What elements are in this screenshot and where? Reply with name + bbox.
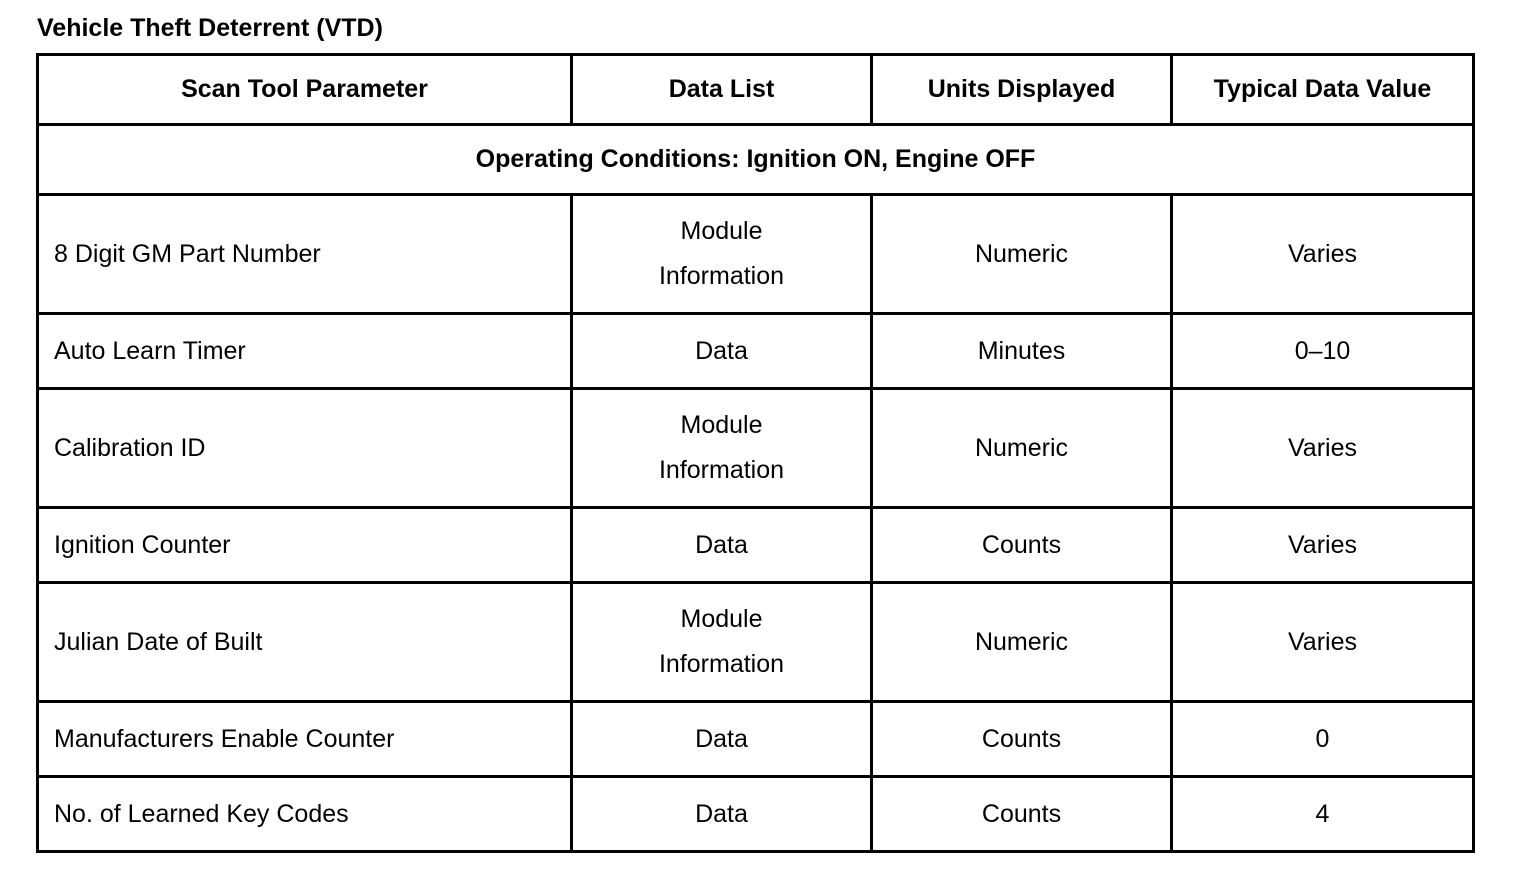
table-row (38, 195, 1474, 314)
cell-typical-value: 4 (1172, 777, 1474, 852)
table-row (38, 389, 1474, 508)
operating-conditions-row (38, 125, 1474, 195)
header-data-list: Data List (572, 55, 872, 125)
cell-parameter: Calibration ID (38, 389, 572, 508)
data-list-text: Module Information (658, 605, 785, 678)
data-list-text: Module Information (658, 217, 785, 290)
cell-data-list (572, 195, 872, 314)
table-row (38, 508, 1474, 583)
table-row (38, 702, 1474, 777)
cell-units: Counts (872, 508, 1172, 583)
cell-units: Numeric (872, 389, 1172, 508)
cell-data-list (572, 702, 872, 777)
cell-typical-value: Varies (1172, 195, 1474, 314)
cell-parameter: No. of Learned Key Codes (38, 777, 572, 852)
cell-typical-value: Varies (1172, 389, 1474, 508)
header-units-displayed: Units Displayed (872, 55, 1172, 125)
document-title: Vehicle Theft Deterrent (VTD) (37, 14, 383, 42)
cell-typical-value: 0–10 (1172, 314, 1474, 389)
data-list-text: Data (695, 336, 748, 365)
vtd-parameter-table (36, 53, 1475, 853)
table-row (38, 314, 1474, 389)
cell-data-list (572, 389, 872, 508)
table-row (38, 583, 1474, 702)
data-list-text: Data (695, 799, 748, 828)
table-header-row (38, 55, 1474, 125)
operating-conditions: Operating Conditions: Ignition ON, Engine OFF (38, 125, 1474, 195)
cell-data-list (572, 508, 872, 583)
cell-units: Minutes (872, 314, 1172, 389)
cell-units: Counts (872, 777, 1172, 852)
cell-data-list (572, 583, 872, 702)
cell-parameter: 8 Digit GM Part Number (38, 195, 572, 314)
cell-parameter: Julian Date of Built (38, 583, 572, 702)
cell-parameter: Manufacturers Enable Counter (38, 702, 572, 777)
cell-parameter: Auto Learn Timer (38, 314, 572, 389)
header-scan-tool-parameter: Scan Tool Parameter (38, 55, 572, 125)
data-list-text: Data (695, 530, 748, 559)
cell-data-list (572, 777, 872, 852)
cell-parameter: Ignition Counter (38, 508, 572, 583)
cell-typical-value: 0 (1172, 702, 1474, 777)
cell-units: Counts (872, 702, 1172, 777)
cell-data-list (572, 314, 872, 389)
data-list-text: Data (695, 724, 748, 753)
data-list-text: Module Information (658, 411, 785, 484)
cell-typical-value: Varies (1172, 508, 1474, 583)
cell-units: Numeric (872, 583, 1172, 702)
cell-units: Numeric (872, 195, 1172, 314)
table-row (38, 777, 1474, 852)
header-typical-data-value: Typical Data Value (1172, 55, 1474, 125)
cell-typical-value: Varies (1172, 583, 1474, 702)
